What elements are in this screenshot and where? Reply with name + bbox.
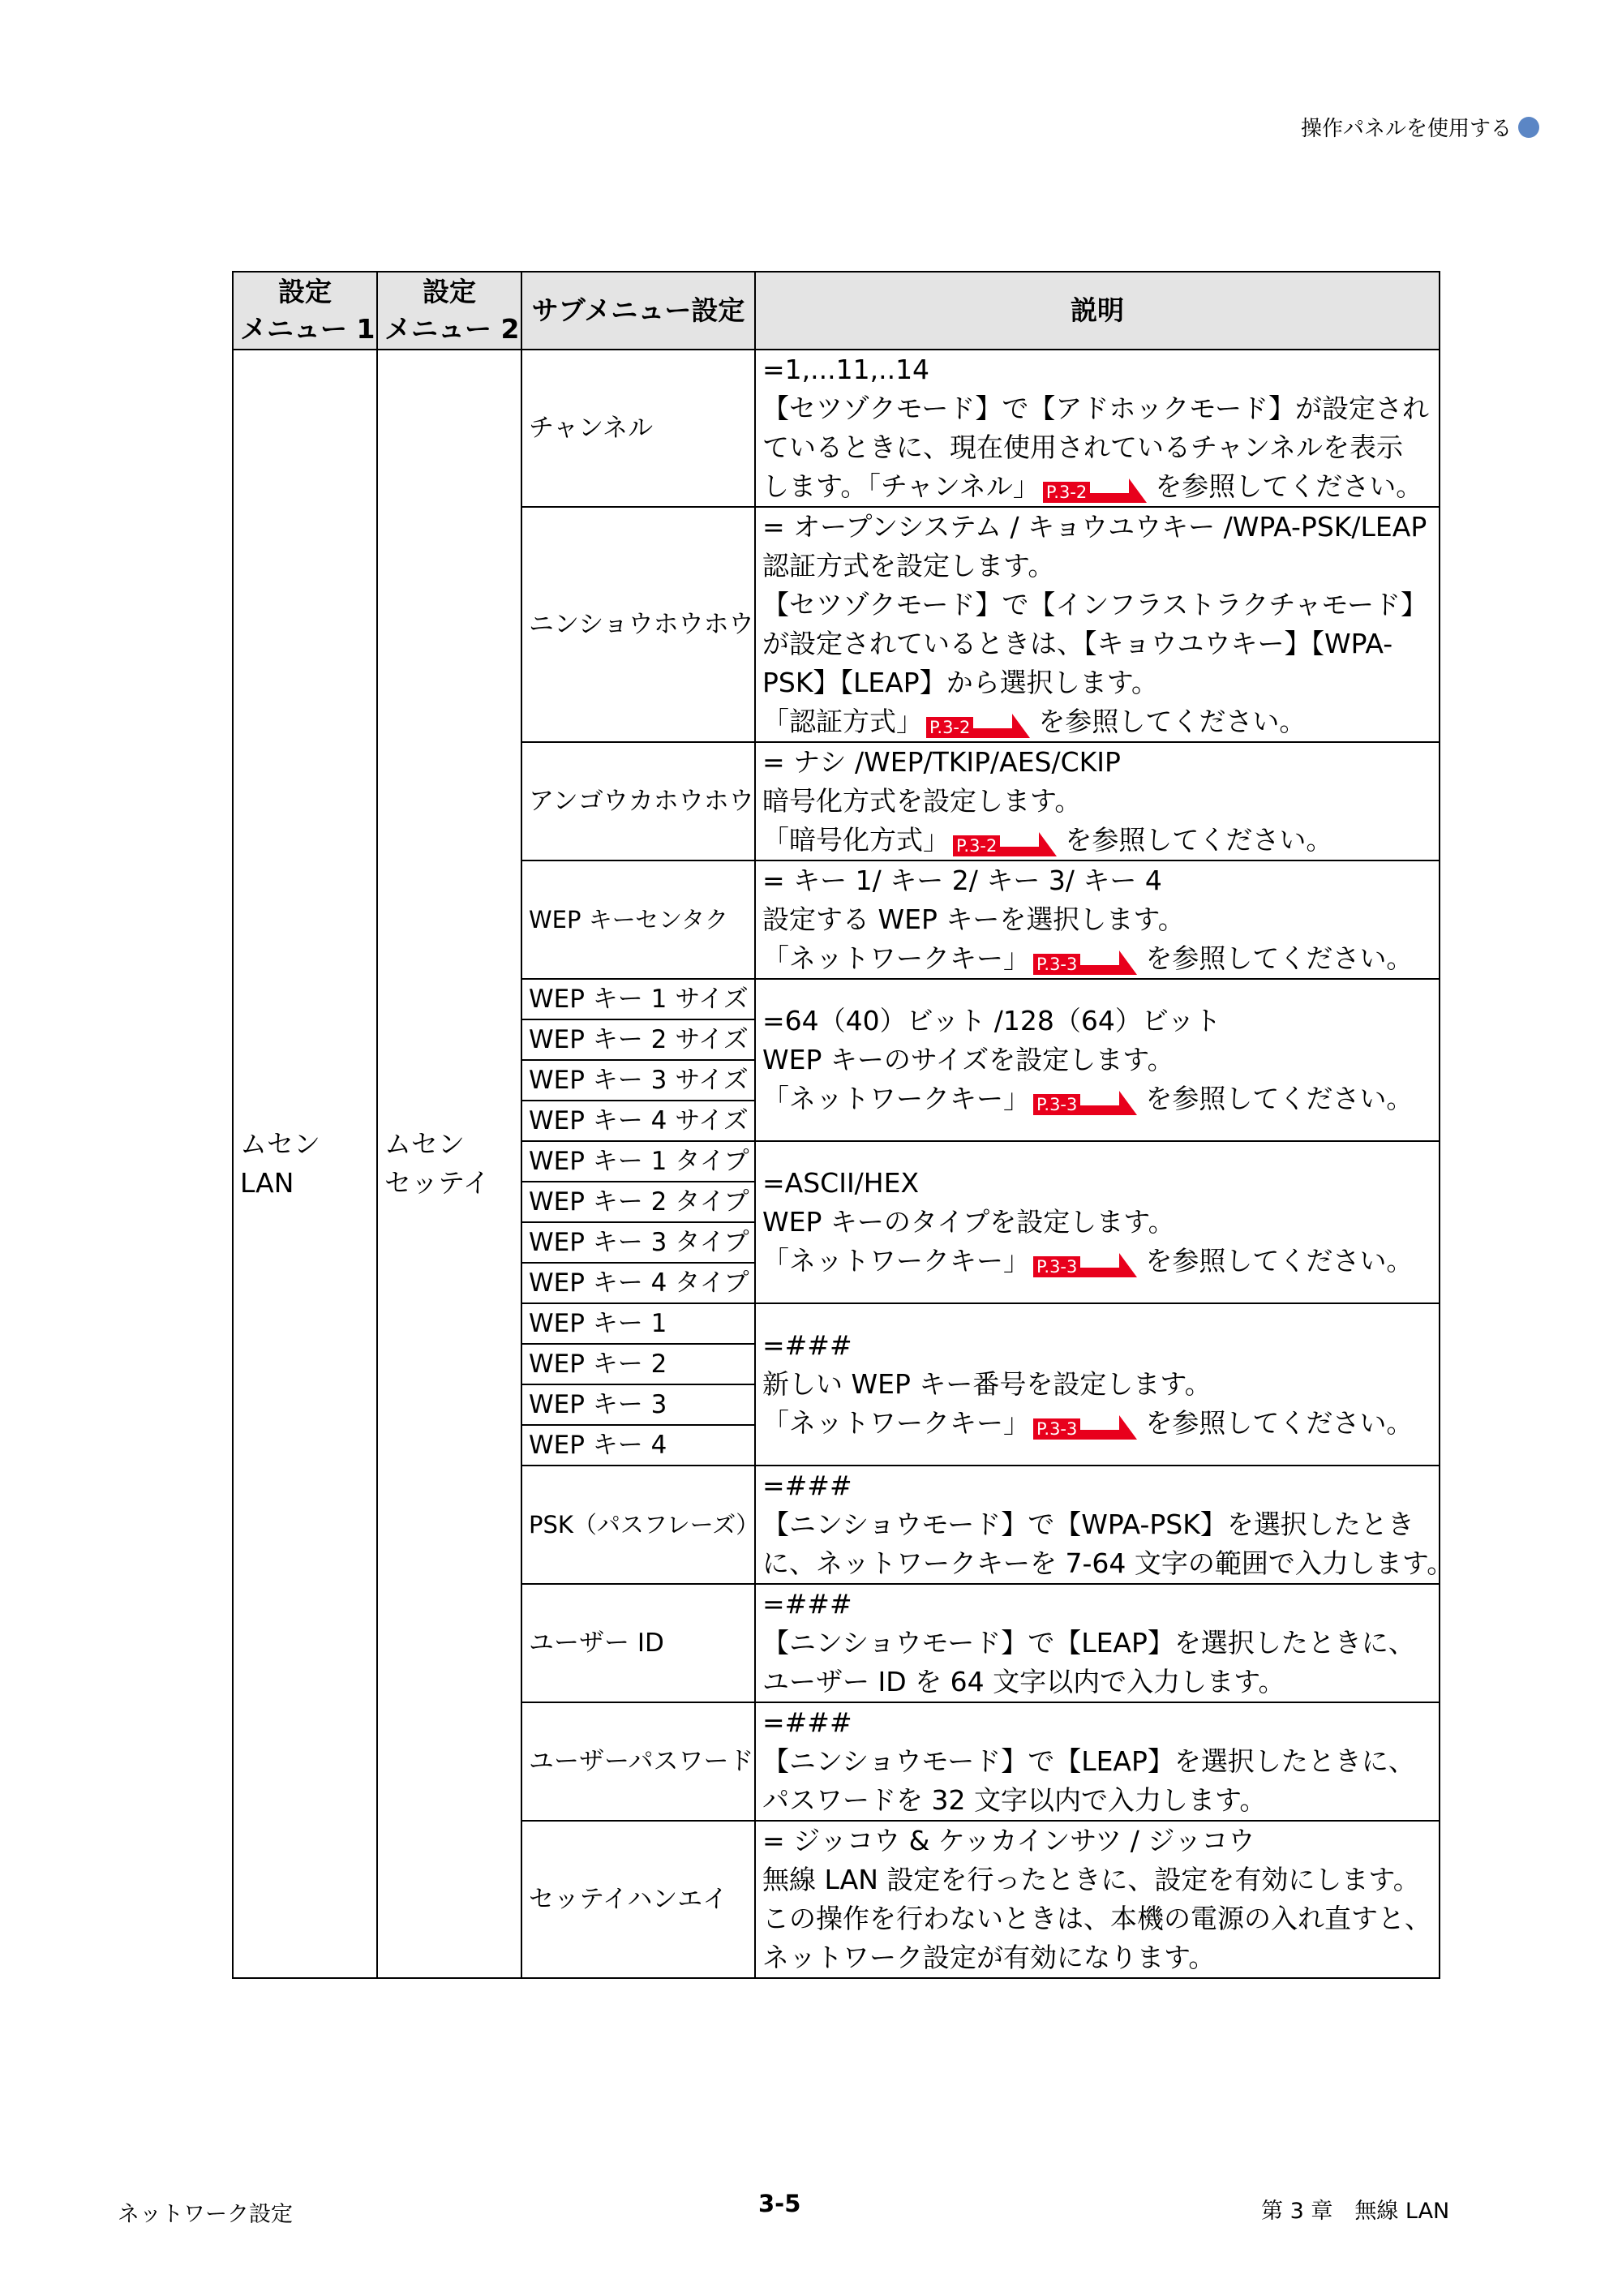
page-ref-link[interactable]: P.3-3 [1033,1253,1137,1277]
table-row [233,350,1440,507]
submenu-wep-type-1: WEP キー 1 タイプ [521,1141,755,1182]
desc-auth: = オープンシステム / キョウユウキー /WPA-PSK/LEAP 認証方式を設定します。 【セツゾクモード】で【インフラストラクチャモード】 が設定されているときは、【キョウユウキー】【WPA- PSK】【LEAP】から選択します。 「認証方式」 P.3-2 を参照してください。 [755,507,1440,742]
submenu-wep-key-3: WEP キー 3 [521,1384,755,1425]
submenu-user-id: ユーザー ID [521,1584,755,1702]
submenu-wep-type-3: WEP キー 3 タイプ [521,1222,755,1263]
submenu-channel: チャンネル [521,350,755,507]
ref-arrow-icon [1000,832,1057,856]
desc-encrypt: = ナシ /WEP/TKIP/AES/CKIP 暗号化方式を設定します。 「暗号化方式」 P.3-2 を参照してください。 [755,742,1440,860]
ref-arrow-icon [1090,479,1147,503]
submenu-user-password: ユーザーパスワード [521,1702,755,1821]
page-ref-link[interactable]: P.3-2 [1043,479,1147,503]
page-ref-link[interactable]: P.3-3 [1033,1091,1137,1115]
desc-wep-select: = キー 1/ キー 2/ キー 3/ キー 4 設定する WEP キーを選択します。 「ネットワークキー」 P.3-3 を参照してください。 [755,860,1440,979]
page-ref-link[interactable]: P.3-2 [926,714,1030,738]
submenu-apply: セッテイハンエイ [521,1821,755,1978]
ref-arrow-icon [1080,1253,1137,1277]
submenu-wep-size-1: WEP キー 1 サイズ [521,979,755,1019]
running-header [1301,112,1539,142]
desc-psk: =### 【ニンショウモード】で【WPA-PSK】を選択したとき に、ネットワークキーを 7-64 文字の範囲で入力します。 [755,1466,1440,1584]
submenu-wep-size-2: WEP キー 2 サイズ [521,1019,755,1060]
desc-wep-type: =ASCII/HEX WEP キーのタイプを設定します。 「ネットワークキー」 P.3-3 を参照してください。 [755,1141,1440,1303]
section-title: 操作パネルを使用する [1300,117,1512,141]
submenu-auth: ニンショウホウホウ [521,507,755,742]
menu1-cell: ムセン LAN [233,350,377,1978]
page-ref-link[interactable]: P.3-2 [953,832,1057,856]
submenu-wep-size-4: WEP キー 4 サイズ [521,1101,755,1141]
submenu-wep-size-3: WEP キー 3 サイズ [521,1060,755,1101]
page-number: 3-5 [758,2190,801,2217]
submenu-psk: PSK（パスフレーズ） [521,1466,755,1584]
submenu-wep-key-4: WEP キー 4 [521,1425,755,1466]
submenu-wep-select: WEP キーセンタク [521,860,755,979]
submenu-wep-type-4: WEP キー 4 タイプ [521,1263,755,1303]
desc-wep-key: =### 新しい WEP キー番号を設定します。 「ネットワークキー」 P.3-3 を参照してください。 [755,1303,1440,1466]
ref-arrow-icon [973,714,1030,738]
page-ref-link[interactable]: P.3-3 [1033,951,1137,975]
table-header-row [233,272,1440,350]
header-menu1: 設定 メニュー 1 [233,272,377,350]
header-description: 説明 [755,272,1440,350]
desc-channel: =1,...11,..14 【セツゾクモード】で【アドホックモード】が設定され ているときに、現在使用されているチャンネルを表示 します。「チャンネル」 P.3-2 を参照してください。 [755,350,1440,507]
footer-chapter: 第 3 章 無線 LAN [1261,2199,1450,2224]
submenu-wep-type-2: WEP キー 2 タイプ [521,1182,755,1222]
bullet-dot-icon [1518,117,1539,138]
desc-user-id: =### 【ニンショウモード】で【LEAP】を選択したときに、 ユーザー ID を 64 文字以内で入力します。 [755,1584,1440,1702]
desc-apply: = ジッコウ & ケッカインサツ / ジッコウ 無線 LAN 設定を行ったときに、設定を有効にします。 この操作を行わないときは、本機の電源の入れ直すと、 ネットワーク設定が有効になります。 [755,1821,1440,1978]
submenu-encrypt: アンゴウカホウホウ [521,742,755,860]
submenu-wep-key-2: WEP キー 2 [521,1344,755,1384]
page-ref-link[interactable]: P.3-3 [1033,1415,1137,1440]
submenu-wep-key-1: WEP キー 1 [521,1303,755,1344]
desc-user-password: =### 【ニンショウモード】で【LEAP】を選択したときに、 パスワードを 32 文字以内で入力します。 [755,1702,1440,1821]
footer-section: ネットワーク設定 [118,2202,293,2227]
menu2-cell: ムセン セッテイ [377,350,521,1978]
ref-arrow-icon [1080,1415,1137,1440]
header-menu2: 設定 メニュー 2 [377,272,521,350]
settings-table [232,271,1454,1979]
ref-arrow-icon [1080,1091,1137,1115]
desc-wep-size: =64（40）ビット /128（64）ビット WEP キーのサイズを設定します。 「ネットワークキー」 P.3-3 を参照してください。 [755,979,1440,1141]
ref-arrow-icon [1080,951,1137,975]
header-submenu: サブメニュー設定 [521,272,755,350]
